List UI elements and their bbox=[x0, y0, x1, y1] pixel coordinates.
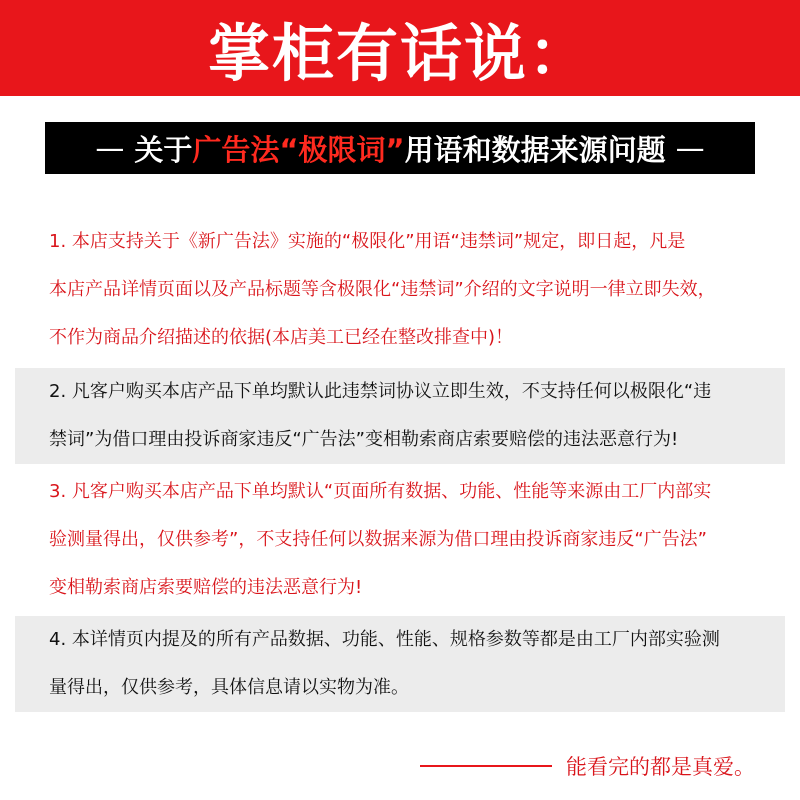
notice-1-line-3: 不作为商品介绍描述的依据(本店美工已经在整改排查中)！ bbox=[49, 327, 514, 348]
banner-title: 掌柜有话说： bbox=[207, 16, 592, 90]
notice-3-line-2: 验测量得出，仅供参考”，不支持任何以数据来源为借口理由投诉商家违反“广告法” bbox=[49, 529, 707, 550]
header-banner bbox=[0, 0, 800, 96]
notice-2-line-2: 禁词”为借口理由投诉商家违反“广告法”变相勒索商店索要赔偿的违法恶意行为! bbox=[49, 429, 679, 450]
notice-4-line-1: 4. 本详情页内提及的所有产品数据、功能、性能、规格参数等都是由工厂内部实验测 bbox=[49, 629, 720, 650]
subtitle-text-about: 关于 bbox=[134, 132, 193, 167]
notice-3-line-3: 变相勒索商店索要赔偿的违法恶意行为! bbox=[49, 577, 363, 598]
notice-4-line-2: 量得出，仅供参考，具体信息请以实物为准。 bbox=[49, 677, 409, 698]
subtitle-dash-right: — bbox=[675, 131, 705, 165]
subtitle-highlight-ad-law: 广告法 bbox=[192, 132, 280, 167]
notice-3-line-1: 3. 凡客户购买本店产品下单均默认“页面所有数据、功能、性能等来源由工厂内部实 bbox=[49, 481, 712, 502]
notice-1 bbox=[15, 218, 785, 362]
footer-divider bbox=[420, 765, 552, 767]
subtitle-text-topic: 用语和数据来源问题 bbox=[404, 132, 666, 167]
footer-note bbox=[420, 748, 790, 784]
subtitle-highlight-extreme-words: “极限词” bbox=[279, 132, 405, 167]
notice-2 bbox=[15, 368, 785, 464]
notice-1-line-1: 1. 本店支持关于《新广告法》实施的“极限化”用语“违禁词”规定，即日起，凡是 bbox=[49, 231, 686, 252]
notice-3 bbox=[15, 468, 785, 612]
notice-1-line-2: 本店产品详情页面以及产品标题等含极限化“违禁词”介绍的文字说明一律立即失效， bbox=[49, 279, 716, 300]
subtitle-dash-left: — bbox=[95, 131, 125, 165]
notice-2-line-1: 2. 凡客户购买本店产品下单均默认此违禁词协议立即生效，不支持任何以极限化“违 bbox=[49, 381, 712, 402]
subtitle-bar bbox=[45, 122, 755, 174]
notice-4 bbox=[15, 616, 785, 712]
footer-text: 能看完的都是真爱。 bbox=[566, 755, 755, 779]
